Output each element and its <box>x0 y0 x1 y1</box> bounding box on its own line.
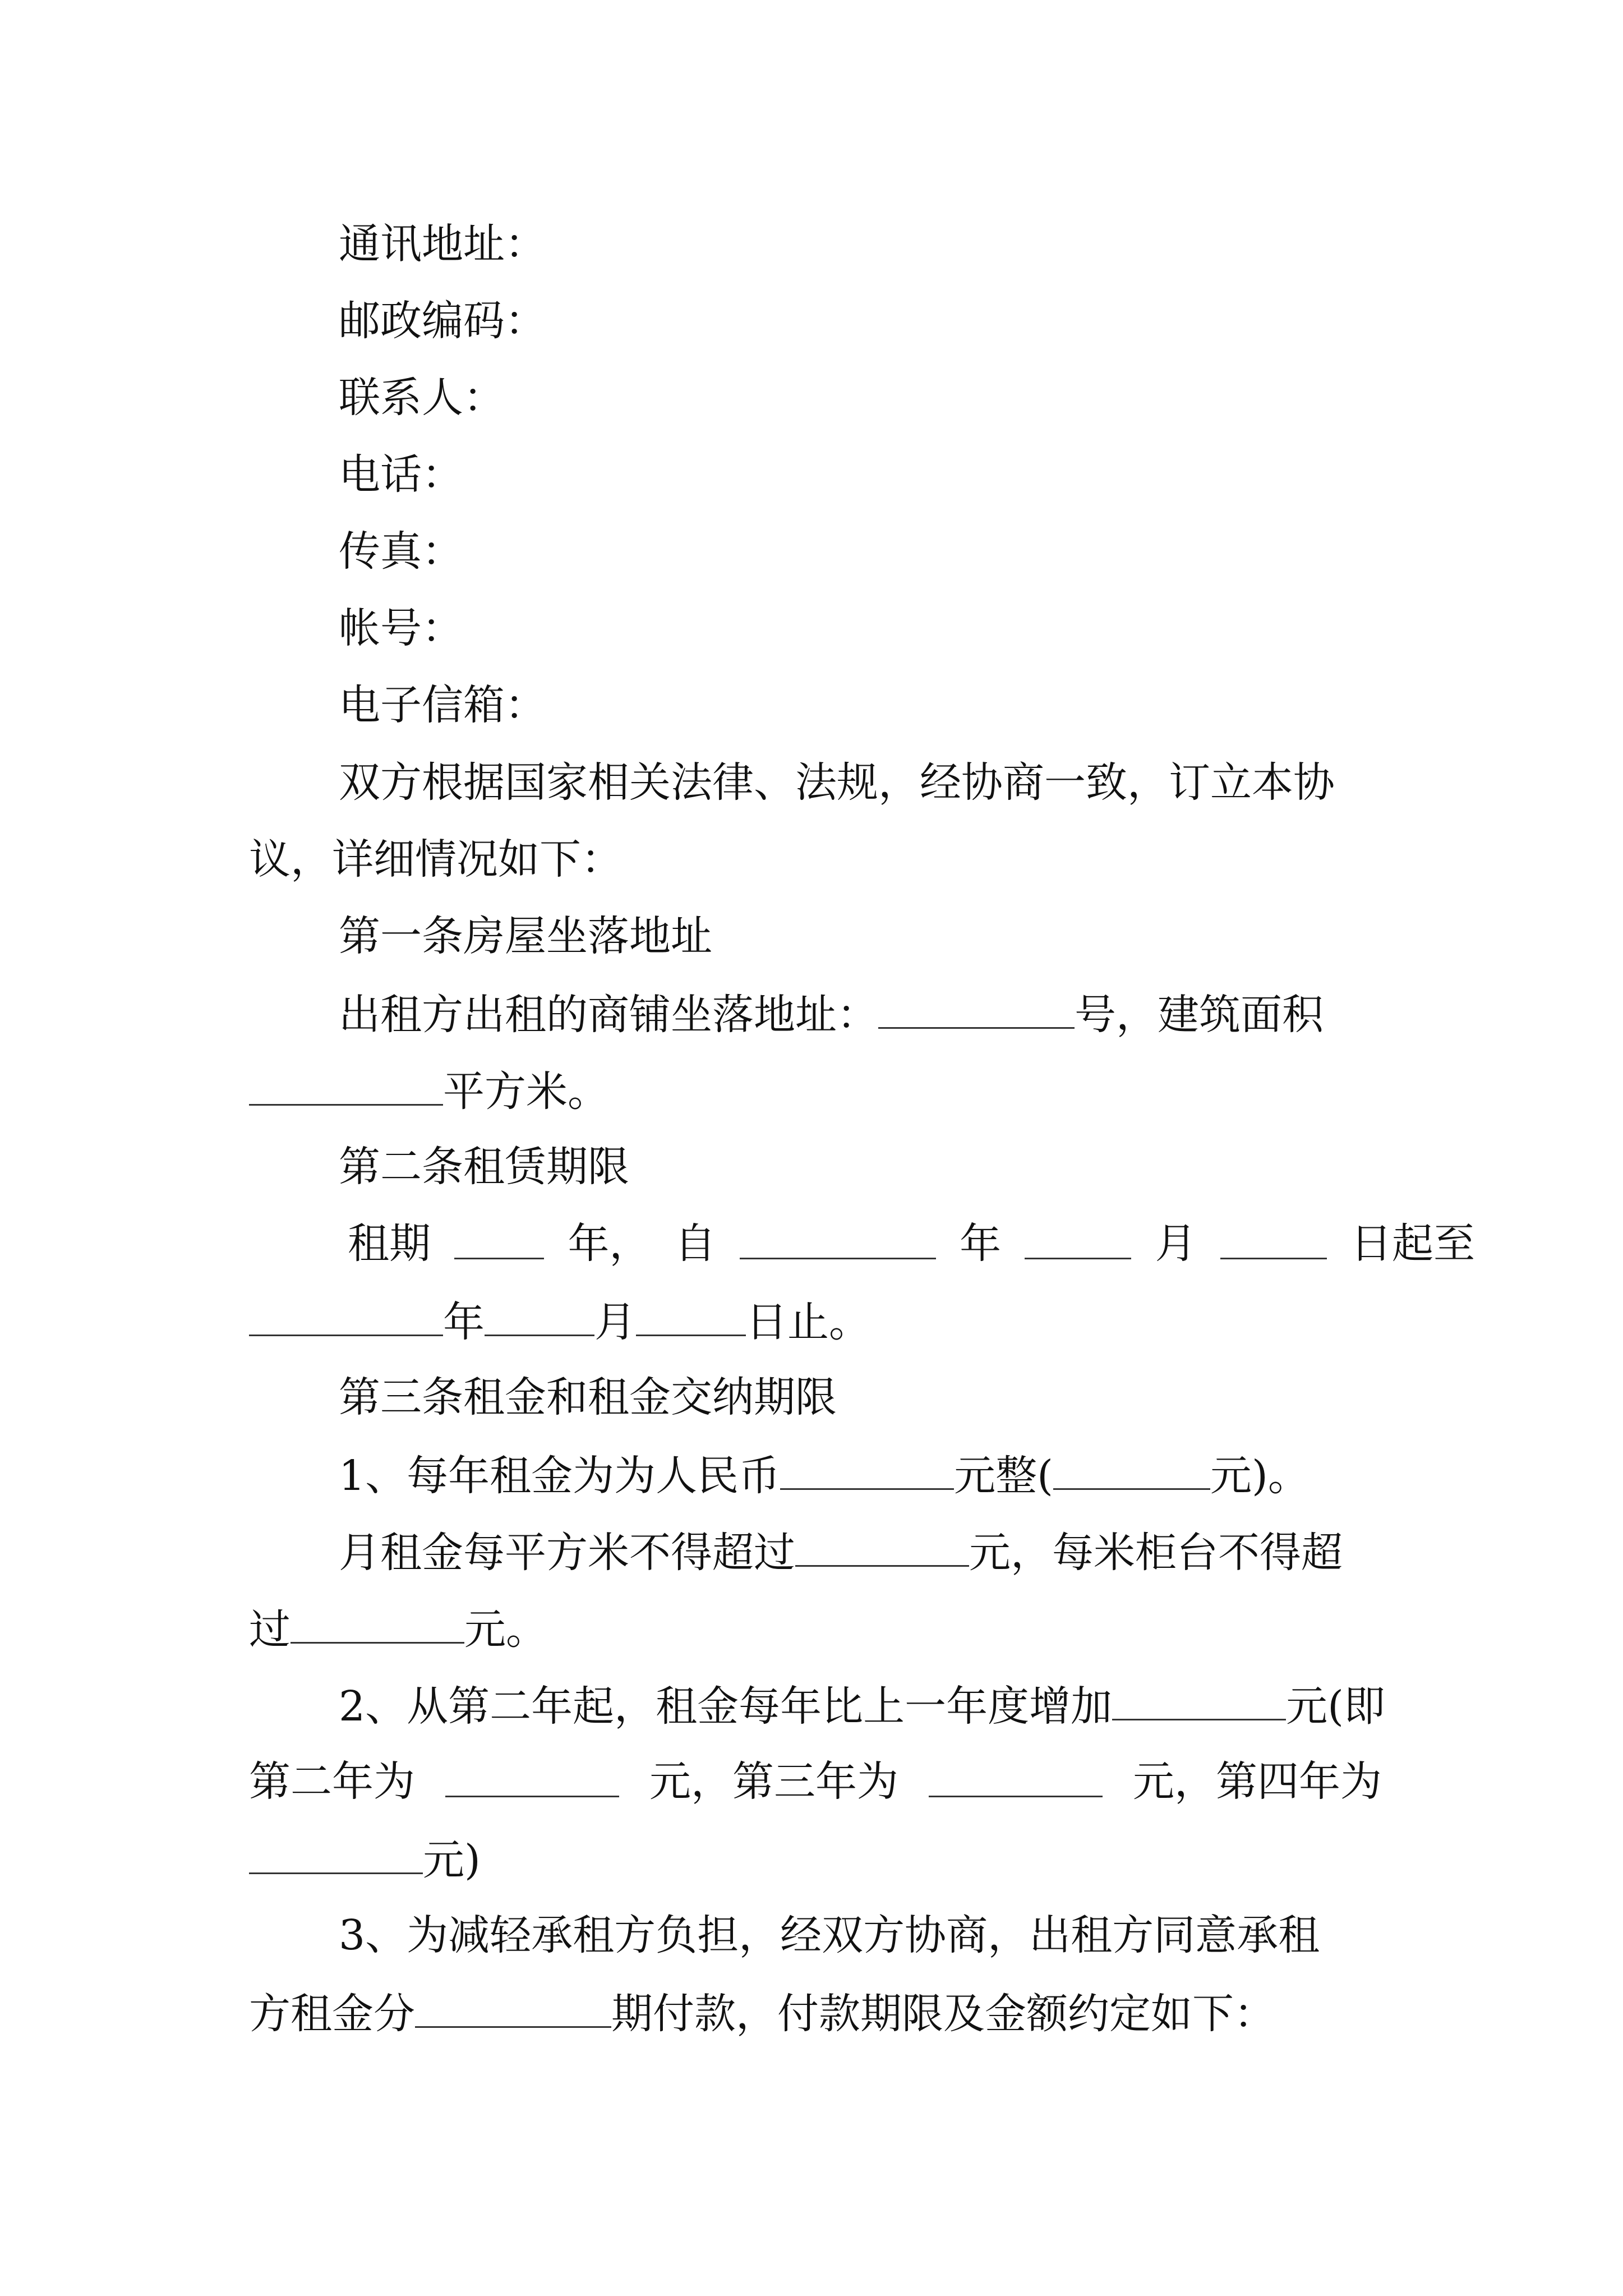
article2-term-line-1 <box>348 1220 1475 1268</box>
account-label: 帐号： <box>339 604 463 652</box>
start-year-blank <box>740 1223 936 1259</box>
email-label: 电子信箱： <box>339 681 546 729</box>
article1-text-b: 号，建筑面积 <box>1075 991 1324 1039</box>
article3-p1-c: 元)。 <box>1210 1452 1310 1500</box>
article3-p1-a: 1、每年租金为为人民币 <box>339 1452 781 1500</box>
start-month-unit: 月 <box>1155 1220 1197 1268</box>
intro-line-2: 议，详细情况如下： <box>249 835 623 884</box>
term-year-unit: 年， <box>568 1220 651 1268</box>
contact-person-label: 联系人： <box>339 374 505 422</box>
annual-rent-figure-blank <box>1053 1453 1210 1490</box>
article3-p4-a: 方租金分 <box>249 1990 415 2038</box>
article3-p2-line-2 <box>249 1605 547 1654</box>
second-year-rent-blank <box>445 1761 619 1797</box>
end-day-blank <box>636 1300 746 1336</box>
article1-text-a: 出租方出租的商铺坐落地址： <box>339 991 878 1039</box>
annual-increase-blank <box>1112 1684 1286 1720</box>
area-blank <box>249 1069 443 1106</box>
article1-paragraph-line-2 <box>249 1068 609 1116</box>
end-month-blank <box>485 1300 594 1336</box>
article2-title: 第二条租赁期限 <box>339 1143 629 1191</box>
fax-label: 传真： <box>339 527 463 576</box>
article3-title: 第三条租金和租金交纳期限 <box>339 1373 837 1421</box>
start-day-blank <box>1220 1223 1327 1259</box>
article3-p2-a: 月租金每平方米不得超过 <box>339 1529 795 1577</box>
article3-p3-b: 元(即 <box>1286 1682 1385 1731</box>
article3-p1-b: 元整( <box>954 1452 1053 1500</box>
start-month-blank <box>1025 1223 1131 1259</box>
article3-p3-f: 元) <box>423 1836 481 1884</box>
end-year-unit: 年 <box>443 1298 485 1346</box>
article3-p4-b: 期付款，付款期限及金额约定如下： <box>611 1990 1275 2038</box>
article2-term-line-2 <box>249 1298 870 1346</box>
annual-rent-blank <box>780 1453 954 1490</box>
end-month-unit: 月 <box>594 1298 636 1346</box>
article3-p3-e: 元，第四年为 <box>1133 1757 1382 1806</box>
article1-paragraph-line-1 <box>339 991 1324 1039</box>
address-label: 通讯地址： <box>339 220 546 268</box>
third-year-rent-blank <box>929 1761 1103 1797</box>
phone-label: 电话： <box>339 450 463 499</box>
end-day-unit: 日止。 <box>746 1298 870 1346</box>
from-label: 自 <box>674 1220 716 1268</box>
end-year-blank <box>249 1300 443 1336</box>
address-blank <box>878 992 1075 1029</box>
per-counter-rent-blank <box>291 1607 464 1644</box>
term-years-blank <box>454 1223 544 1259</box>
article1-title: 第一条房屋坐落地址 <box>339 912 712 960</box>
article1-text-c: 平方米。 <box>443 1068 609 1116</box>
start-year-unit: 年 <box>960 1220 1002 1268</box>
start-day-unit: 日起至 <box>1350 1220 1475 1268</box>
article3-p3-line-2 <box>249 1757 1382 1806</box>
article3-p4-line-2 <box>249 1990 1275 2038</box>
per-sqm-rent-blank <box>795 1530 969 1567</box>
article3-p3-c: 第二年为 <box>249 1757 415 1806</box>
term-label: 租期 <box>348 1220 431 1268</box>
article3-p2-c: 过 <box>249 1605 291 1654</box>
article3-p3-a: 2、从第二年起，租金每年比上一年度增加 <box>339 1682 1113 1731</box>
article3-p4-line-1: 3、为减轻承租方负担，经双方协商，出租方同意承租 <box>339 1911 1320 1959</box>
article3-p2-line-1 <box>339 1529 1343 1577</box>
article3-p2-b: 元，每米柜台不得超 <box>969 1529 1343 1577</box>
article3-p3-d: 元，第三年为 <box>649 1757 898 1806</box>
fourth-year-rent-blank <box>249 1838 423 1874</box>
installments-blank <box>415 1991 611 2028</box>
article3-p2-d: 元。 <box>464 1605 547 1654</box>
article3-p3-line-1 <box>339 1682 1385 1731</box>
article3-p1 <box>339 1452 1310 1500</box>
postcode-label: 邮政编码： <box>339 297 546 345</box>
intro-line-1: 双方根据国家相关法律、法规，经协商一致，订立本协 <box>339 758 1335 807</box>
article3-p3-line-3 <box>249 1836 481 1884</box>
